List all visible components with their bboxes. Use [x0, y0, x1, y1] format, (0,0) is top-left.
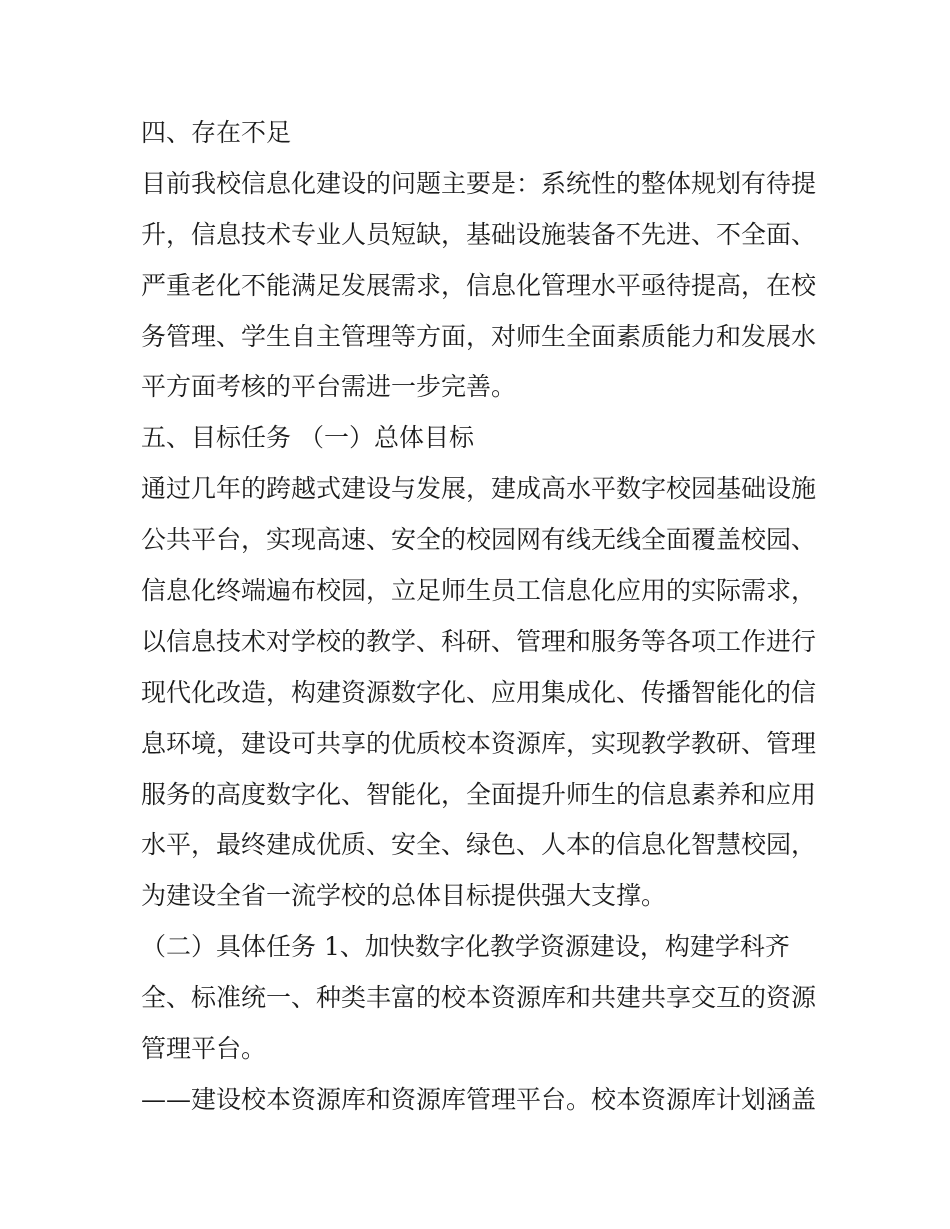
paragraph-line: 管理平台。	[141, 1034, 267, 1064]
paragraph-line: 目前我校信息化建设的问题主要是：系统性的整体规划有待提	[141, 168, 817, 198]
paragraph-line: 升，信息技术专业人员短缺，基础设施装备不先进、不全面、	[141, 219, 817, 249]
paragraph-line: 以信息技术对学校的教学、科研、管理和服务等各项工作进行	[141, 626, 817, 656]
section-heading-shortcomings: 四、存在不足	[141, 118, 292, 147]
paragraph-line: 严重老化不能满足发展需求，信息化管理水平亟待提高，在校	[141, 270, 817, 300]
section-heading-goals: 五、目标任务 （一）总体目标	[141, 423, 474, 453]
paragraph-line: 通过几年的跨越式建设与发展，建成高水平数字校园基础设施	[141, 474, 817, 504]
paragraph-line: 息环境，建设可共享的优质校本资源库，实现教学教研、管理	[141, 728, 817, 758]
paragraph-line: 水平，最终建成优质、安全、绿色、人本的信息化智慧校园，	[141, 830, 817, 860]
paragraph-line: 平方面考核的平台需进一步完善。	[141, 372, 517, 402]
paragraph-line: 全、标准统一、种类丰富的校本资源库和共建共享交互的资源	[141, 983, 817, 1013]
paragraph-line: 为建设全省一流学校的总体目标提供强大支撑。	[141, 881, 667, 911]
paragraph-line: 务管理、学生自主管理等方面，对师生全面素质能力和发展水	[141, 321, 817, 351]
paragraph-line: 现代化改造，构建资源数字化、应用集成化、传播智能化的信	[141, 677, 817, 707]
paragraph-line: 信息化终端遍布校园，立足师生员工信息化应用的实际需求，	[141, 576, 817, 606]
paragraph-line: 服务的高度数字化、智能化，全面提升师生的信息素养和应用	[141, 779, 817, 809]
paragraph-line: ——建设校本资源库和资源库管理平台。校本资源库计划涵盖	[141, 1084, 817, 1114]
subsection-heading-tasks: （二）具体任务 1、加快数字化教学资源建设，构建学科齐	[141, 932, 790, 962]
document-body	[141, 108, 821, 1126]
paragraph-line: 公共平台，实现高速、安全的校园网有线无线全面覆盖校园、	[141, 525, 817, 555]
